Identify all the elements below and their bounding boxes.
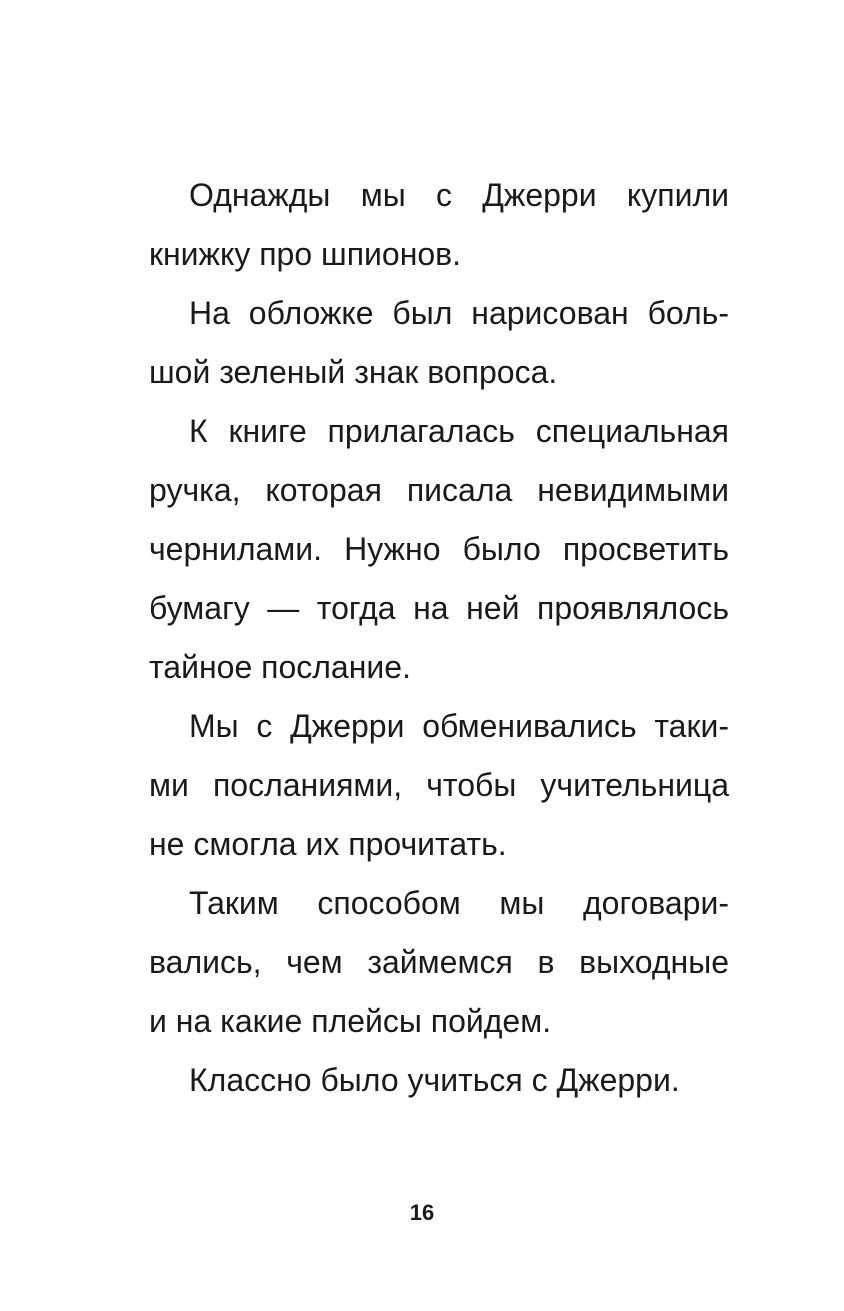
text-line: Классно было учиться с Джерри. — [189, 1062, 680, 1098]
text-line: На обложке был нарисован боль- — [189, 295, 729, 331]
text-line: книжку про шпионов. — [149, 236, 462, 272]
text-line: тайное послание. — [149, 649, 411, 685]
page-number: 16 — [409, 1200, 435, 1225]
text-line: шой зеленый знак вопроса. — [149, 354, 558, 390]
text-line: К книге прилагалась специальная — [189, 413, 729, 449]
text-line: ми посланиями, чтобы учительница — [149, 767, 729, 803]
text-line: не смогла их прочитать. — [149, 826, 507, 862]
body-text — [149, 166, 729, 1110]
text-line: Мы с Джерри обменивались таки- — [189, 708, 729, 744]
text-line: ручка, которая писала невидимыми — [149, 472, 729, 508]
text-line: чернилами. Нужно было просветить — [149, 531, 729, 567]
text-line: бумагу — тогда на ней проявлялось — [149, 590, 729, 626]
text-line: Однажды мы с Джерри купили — [189, 177, 729, 213]
text-line: Таким способом мы договари- — [189, 885, 729, 921]
text-line: и на какие плейсы пойдем. — [149, 1003, 552, 1039]
text-line: вались, чем займемся в выходные — [149, 944, 729, 980]
